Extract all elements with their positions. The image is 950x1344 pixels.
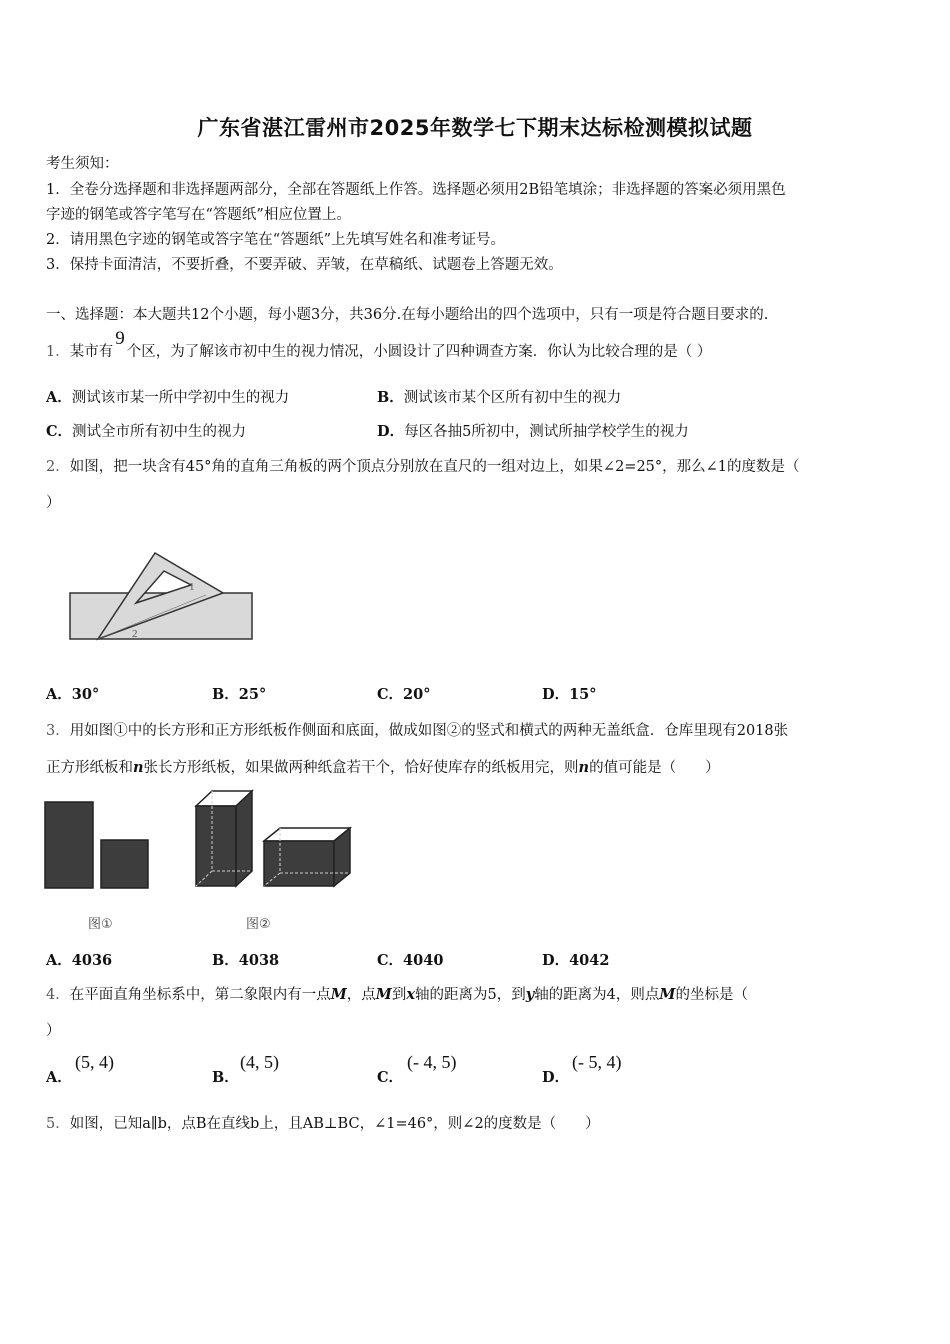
- rectangle-board: [45, 802, 93, 888]
- q2-option-a[interactable]: A．30°: [46, 686, 100, 703]
- question-4-stem-line-1: 4．在平面直角坐标系中，第二象限内有一点M，点M到x轴的距离为5，到y轴的距离为4，则点M的坐标是（: [46, 986, 748, 1003]
- q3-option-b[interactable]: B．4038: [212, 952, 280, 969]
- section-heading: 一、选择题：本大题共12个小题，每小题3分，共36分.在每小题给出的四个选项中，只有一项是符合题目要求的.: [46, 307, 769, 323]
- page-title: 广东省湛江雷州市2025年数学七下期末达标检测模拟试题: [197, 116, 753, 140]
- angle-2-label: 2: [132, 628, 138, 640]
- q4-option-a-label[interactable]: A．: [46, 1069, 72, 1086]
- question-5-stem: 5．如图，已知a∥b，点B在直线b上，且AB⊥BC，∠1=46°，则∠2的度数是（ ）: [46, 1116, 600, 1132]
- q3-option-d[interactable]: D．4042: [542, 952, 610, 969]
- q4-option-a-value[interactable]: (5, 4): [75, 1052, 114, 1072]
- q4-option-b-label[interactable]: B．: [212, 1069, 239, 1086]
- q4-option-b-value[interactable]: (4, 5): [240, 1052, 279, 1072]
- figure-2-caption: 图②: [246, 917, 271, 932]
- notice-item-3: 3．保持卡面清洁，不要折叠，不要弄破、弄皱，在草稿纸、试题卷上答题无效。: [46, 257, 563, 273]
- notice-item-2: 2．请用黑色字迹的钢笔或答字笔在“答题纸”上先填写姓名和准考证号。: [46, 232, 506, 248]
- paper-boxes-figure: [44, 788, 356, 934]
- figure-1-caption: 图①: [88, 917, 113, 932]
- q1-option-b[interactable]: B．测试该市某个区所有初中生的视力: [377, 389, 622, 406]
- q3-option-a[interactable]: A．4036: [46, 952, 113, 969]
- q4-option-d-value[interactable]: (- 5, 4): [572, 1052, 622, 1072]
- angle-1-label: 1: [189, 581, 195, 593]
- q2-option-c[interactable]: C．20°: [377, 686, 431, 703]
- ruler-triangle-figure: [66, 545, 261, 645]
- horizontal-box: [264, 828, 350, 886]
- q2-option-d[interactable]: D．15°: [542, 686, 597, 703]
- q1-option-a[interactable]: A．测试该市某一所中学初中生的视力: [46, 389, 290, 406]
- question-number: 5．: [46, 1116, 70, 1132]
- question-3-stem-line-1: 3．用如图①中的长方形和正方形纸板作侧面和底面，做成如图②的竖式和横式的两种无盖纸盒．仓库里现有2018张: [46, 723, 789, 739]
- question-number: 2．: [46, 459, 70, 475]
- vertical-box: [196, 791, 252, 886]
- q3-option-c[interactable]: C．4040: [377, 952, 444, 969]
- question-2-stem-line-1: 2．如图，把一块含有45°角的直角三角板的两个顶点分别放在直尺的一组对边上，如果∠2=25°，那么∠1的度数是（: [46, 459, 800, 475]
- q4-option-c-value[interactable]: (- 4, 5): [407, 1052, 457, 1072]
- question-number: 1．: [46, 344, 70, 360]
- notice-item-1-line-1: 1．全卷分选择题和非选择题两部分，全部在答题纸上作答。选择题必须用2B铅笔填涂；非选择题的答案必须用黑色: [46, 182, 786, 198]
- question-1-stem: 1．某市有9个区，为了解该市初中生的视力情况，小圆设计了四种调查方案．你认为比较合理的是（ ）: [46, 328, 712, 360]
- q2-option-b[interactable]: B．25°: [212, 686, 267, 703]
- square-board: [101, 840, 148, 888]
- q1-option-c[interactable]: C．测试全市所有初中生的视力: [46, 423, 247, 440]
- district-count: 9: [115, 328, 125, 349]
- question-4-stem-line-2: ）: [46, 1023, 61, 1039]
- question-2-stem-line-2: ）: [46, 495, 61, 511]
- notice-heading: 考生须知：: [46, 156, 119, 172]
- question-3-stem-line-2: 正方形纸板和n张长方形纸板，如果做两种纸盒若干个，恰好使库存的纸板用完，则n的值可能是（ ）: [46, 759, 720, 776]
- q4-option-d-label[interactable]: D．: [542, 1069, 570, 1086]
- question-number: 3．: [46, 723, 70, 739]
- notice-item-1-line-2: 字迹的钢笔或答字笔写在“答题纸”相应位置上。: [46, 207, 351, 223]
- q1-option-d[interactable]: D．每区各抽5所初中，测试所抽学校学生的视力: [377, 423, 689, 440]
- question-number: 4．: [46, 987, 70, 1003]
- q4-option-c-label[interactable]: C．: [377, 1069, 404, 1086]
